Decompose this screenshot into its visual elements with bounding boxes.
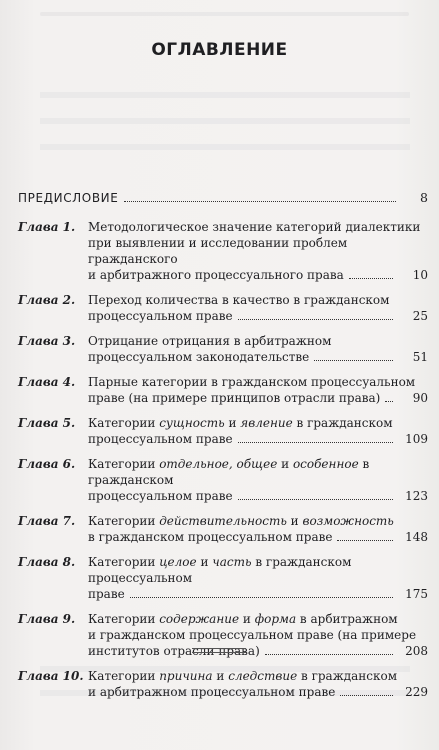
title-text: Категории	[88, 416, 160, 430]
title-text: Категории	[88, 612, 160, 626]
table-of-contents	[18, 190, 428, 709]
page-number: 123	[405, 489, 428, 503]
title-text: в гражданском	[297, 669, 398, 683]
title-line	[88, 431, 233, 447]
title-text: Категории	[88, 457, 160, 471]
leader-dots	[238, 499, 393, 500]
title-last-line	[88, 586, 428, 602]
title-line	[88, 684, 335, 700]
title-text: и гражданском процессуальном праве (на примере	[88, 628, 417, 642]
toc-entry[interactable]	[18, 333, 428, 365]
chapter-number: Глава 6.	[18, 457, 76, 471]
title-line: Переход количества в качество в гражданском	[88, 293, 390, 307]
chapter-number: Глава 5.	[18, 416, 76, 430]
title-line	[88, 308, 233, 324]
title-text: отдельное, общее	[159, 457, 278, 471]
chapter-number: Глава 10.	[18, 669, 84, 683]
toc-entry[interactable]	[18, 554, 428, 602]
page-number: 148	[405, 530, 428, 544]
title-text: Категории	[88, 555, 160, 569]
chapter-title	[88, 333, 428, 365]
title-text: в гражданском	[88, 457, 370, 487]
title-last-line	[88, 431, 428, 447]
leader-dots	[314, 360, 393, 361]
title-line	[88, 554, 428, 586]
chapter-title	[88, 513, 428, 545]
title-text: процессуальном праве	[88, 309, 233, 323]
title-line	[88, 488, 233, 504]
title-text: и	[196, 555, 213, 569]
page-number: 175	[405, 587, 428, 601]
title-line	[88, 529, 332, 545]
chapter-number: Глава 9.	[18, 612, 76, 626]
chapter-number: Глава 8.	[18, 555, 76, 569]
chapter-title	[88, 554, 428, 602]
title-line	[88, 611, 428, 627]
chapter-title	[88, 611, 428, 659]
chapter-number: Глава 2.	[18, 293, 76, 307]
title-text: в гражданском процессуальном	[88, 555, 352, 585]
title-line	[88, 390, 380, 406]
title-text: Категории	[88, 669, 160, 683]
bleed-through-text	[40, 118, 410, 124]
chapter-title	[88, 415, 428, 447]
title-last-line	[88, 267, 428, 283]
title-last-line	[88, 390, 428, 406]
title-text: часть	[212, 555, 252, 569]
toc-entry[interactable]	[18, 456, 428, 504]
title-line: при выявлении и исследовании проблем гражданского	[88, 236, 348, 266]
title-last-line	[88, 349, 428, 365]
title-last-line	[88, 488, 428, 504]
title-text: следствие	[228, 669, 298, 683]
chapter-title	[88, 219, 428, 283]
title-line	[88, 456, 428, 488]
title-text: процессуальном праве	[88, 432, 233, 446]
title-text: институтов отрасли права)	[88, 644, 260, 658]
leader-dots	[385, 401, 393, 402]
title-text: и арбитражного процессуального права	[88, 268, 344, 282]
title-line: Методологическое значение категорий диалектики	[88, 220, 421, 234]
title-text: процессуальном законодательстве	[88, 350, 310, 364]
title-text: в гражданском	[292, 416, 393, 430]
title-last-line	[88, 684, 428, 700]
title-text: в арбитражном	[296, 612, 398, 626]
title-text: содержание	[159, 612, 240, 626]
leader-dots	[349, 278, 393, 279]
leader-dots	[265, 654, 393, 655]
leader-dots	[340, 695, 393, 696]
title-text: и	[212, 669, 229, 683]
title-line	[88, 267, 344, 283]
page-title: ОГЛАВЛЕНИЕ	[151, 40, 288, 60]
title-line	[88, 643, 260, 659]
page-number: 8	[420, 190, 428, 205]
chapter-number: Глава 3.	[18, 334, 76, 348]
title-text: сущность	[159, 416, 225, 430]
title-line	[88, 627, 428, 643]
title-last-line	[88, 529, 428, 545]
title-text: и	[277, 457, 293, 471]
title-line	[88, 513, 428, 529]
chapter-number: Глава 4.	[18, 375, 76, 389]
toc-entry[interactable]	[18, 513, 428, 545]
title-text: целое	[159, 555, 197, 569]
chapter-title	[88, 374, 428, 406]
chapter-title	[88, 292, 428, 324]
title-text: праве	[88, 587, 125, 601]
title-line	[88, 668, 428, 684]
title-text: процессуальном праве	[88, 489, 233, 503]
title-text: действительность	[159, 514, 287, 528]
leader-dots	[238, 442, 393, 443]
chapter-title	[88, 668, 428, 700]
title-line: Отрицание отрицания в арбитражном	[88, 334, 332, 348]
page-number: 51	[412, 350, 428, 364]
title-text: и	[286, 514, 303, 528]
bleed-through-text	[40, 12, 409, 16]
toc-entry[interactable]	[18, 219, 428, 283]
bleed-through-text	[40, 92, 410, 98]
title-text: в гражданском процессуальном праве	[88, 530, 333, 544]
title-line: Парные категории в гражданском процессуальном	[88, 375, 416, 389]
page-number: 229	[405, 685, 428, 699]
bleed-through-text	[40, 144, 410, 150]
title-last-line	[88, 308, 428, 324]
page-number: 10	[412, 268, 428, 282]
leader-dots	[124, 201, 396, 202]
chapter-title	[88, 456, 428, 504]
title-line	[88, 415, 428, 431]
title-text: и	[224, 416, 241, 430]
leader-dots	[130, 597, 393, 598]
preface-label: ПРЕДИСЛОВИЕ	[18, 191, 119, 205]
page-number: 90	[412, 391, 428, 405]
divider	[192, 648, 246, 649]
title-line	[88, 349, 309, 365]
toc-entry[interactable]	[18, 374, 428, 406]
toc-entry[interactable]	[18, 668, 428, 700]
title-last-line	[88, 643, 428, 659]
title-text: особенное	[292, 457, 359, 471]
chapter-number: Глава 7.	[18, 514, 76, 528]
title-text: и арбитражном процессуальном праве	[88, 685, 336, 699]
title-text: причина	[159, 669, 213, 683]
toc-entry[interactable]	[18, 415, 428, 447]
leader-dots	[238, 319, 393, 320]
title-text: возможность	[302, 514, 394, 528]
title-text: форма	[254, 612, 297, 626]
toc-entry[interactable]	[18, 292, 428, 324]
toc-entry-preface[interactable]	[18, 190, 428, 205]
chapter-list	[18, 219, 428, 700]
divider	[192, 652, 246, 653]
chapter-number: Глава 1.	[18, 220, 76, 234]
page-number: 109	[405, 432, 428, 446]
page-number: 208	[405, 644, 428, 658]
title-text: праве (на примере принципов отрасли права)	[88, 391, 381, 405]
title-text: явление	[240, 416, 293, 430]
leader-dots	[337, 540, 393, 541]
title-text: и	[239, 612, 255, 626]
title-text: Категории	[88, 514, 160, 528]
page-number: 25	[412, 309, 428, 323]
title-line	[88, 586, 125, 602]
